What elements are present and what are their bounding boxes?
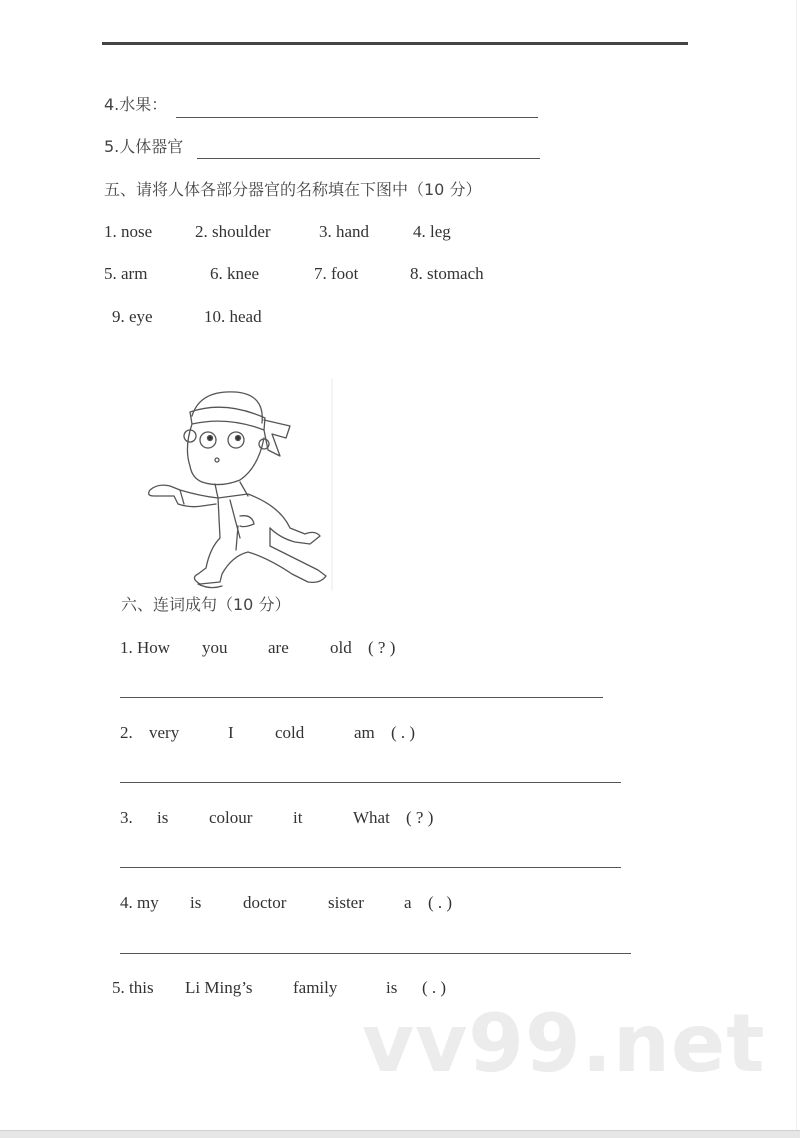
scrambled-word: sister [328, 893, 364, 912]
page-edge [796, 0, 797, 1130]
scrambled-word: colour [209, 808, 253, 827]
word-item: 1. nose [104, 222, 153, 241]
section5-heading: 五、请将人体各部分器官的名称填在下图中（10 分） [104, 180, 482, 199]
scrambled-word: you [202, 638, 228, 657]
word-item: 2. shoulder [195, 222, 271, 241]
word-item: 8. stomach [410, 264, 484, 283]
scrambled-word: 5. this [112, 978, 154, 997]
scrambled-word: is [157, 808, 169, 827]
scrambled-punctuation: ( ? ) [368, 638, 396, 657]
scrambled-word: What [353, 808, 390, 827]
scrambled-word: very [149, 723, 180, 742]
scrambled-word: 4. my [120, 893, 159, 912]
scrambled-word: 3. [120, 808, 133, 827]
word-item: 4. leg [413, 222, 451, 241]
scrambled-word: I [228, 723, 234, 742]
word-item: 9. eye [112, 307, 153, 326]
sentence-4-answer-line[interactable] [120, 953, 631, 954]
scrambled-word: old [330, 638, 352, 657]
scrambled-word: Li Ming’s [185, 978, 253, 997]
scrambled-word: doctor [243, 893, 287, 912]
scrambled-punctuation: ( . ) [422, 978, 447, 997]
scrambled-word: is [190, 893, 202, 912]
site-watermark: vv99.net [362, 997, 766, 1090]
word-item: 3. hand [319, 222, 370, 241]
scrambled-punctuation: ( ? ) [406, 808, 434, 827]
word-item: 5. arm [104, 264, 148, 283]
scrambled-word: cold [275, 723, 305, 742]
sentence-3-answer-line[interactable] [120, 867, 621, 868]
sentence-1-answer-line[interactable] [120, 697, 603, 698]
cartoon-boy-illustration [140, 378, 335, 593]
category-organs-label: 5.人体器官 [104, 137, 184, 156]
section6-heading: 六、连词成句（10 分） [121, 595, 291, 614]
word-item: 6. knee [210, 264, 260, 283]
word-item: 7. foot [314, 264, 359, 283]
header-divider [102, 42, 688, 45]
organs-answer-line[interactable] [197, 158, 540, 159]
category-fruit-label: 4.水果： [104, 95, 168, 114]
scrambled-word: it [293, 808, 303, 827]
word-item: 10. head [204, 307, 262, 326]
scrambled-punctuation: ( . ) [391, 723, 416, 742]
sentence-2-answer-line[interactable] [120, 782, 621, 783]
scrambled-word: 1. How [120, 638, 171, 657]
scrambled-word: family [293, 978, 338, 997]
scrambled-word: am [354, 723, 375, 742]
scrambled-word: are [268, 638, 289, 657]
scrambled-word: a [404, 893, 412, 912]
scrambled-word: is [386, 978, 398, 997]
scrambled-punctuation: ( . ) [428, 893, 453, 912]
fruit-answer-line[interactable] [176, 117, 538, 118]
scrambled-word: 2. [120, 723, 133, 742]
